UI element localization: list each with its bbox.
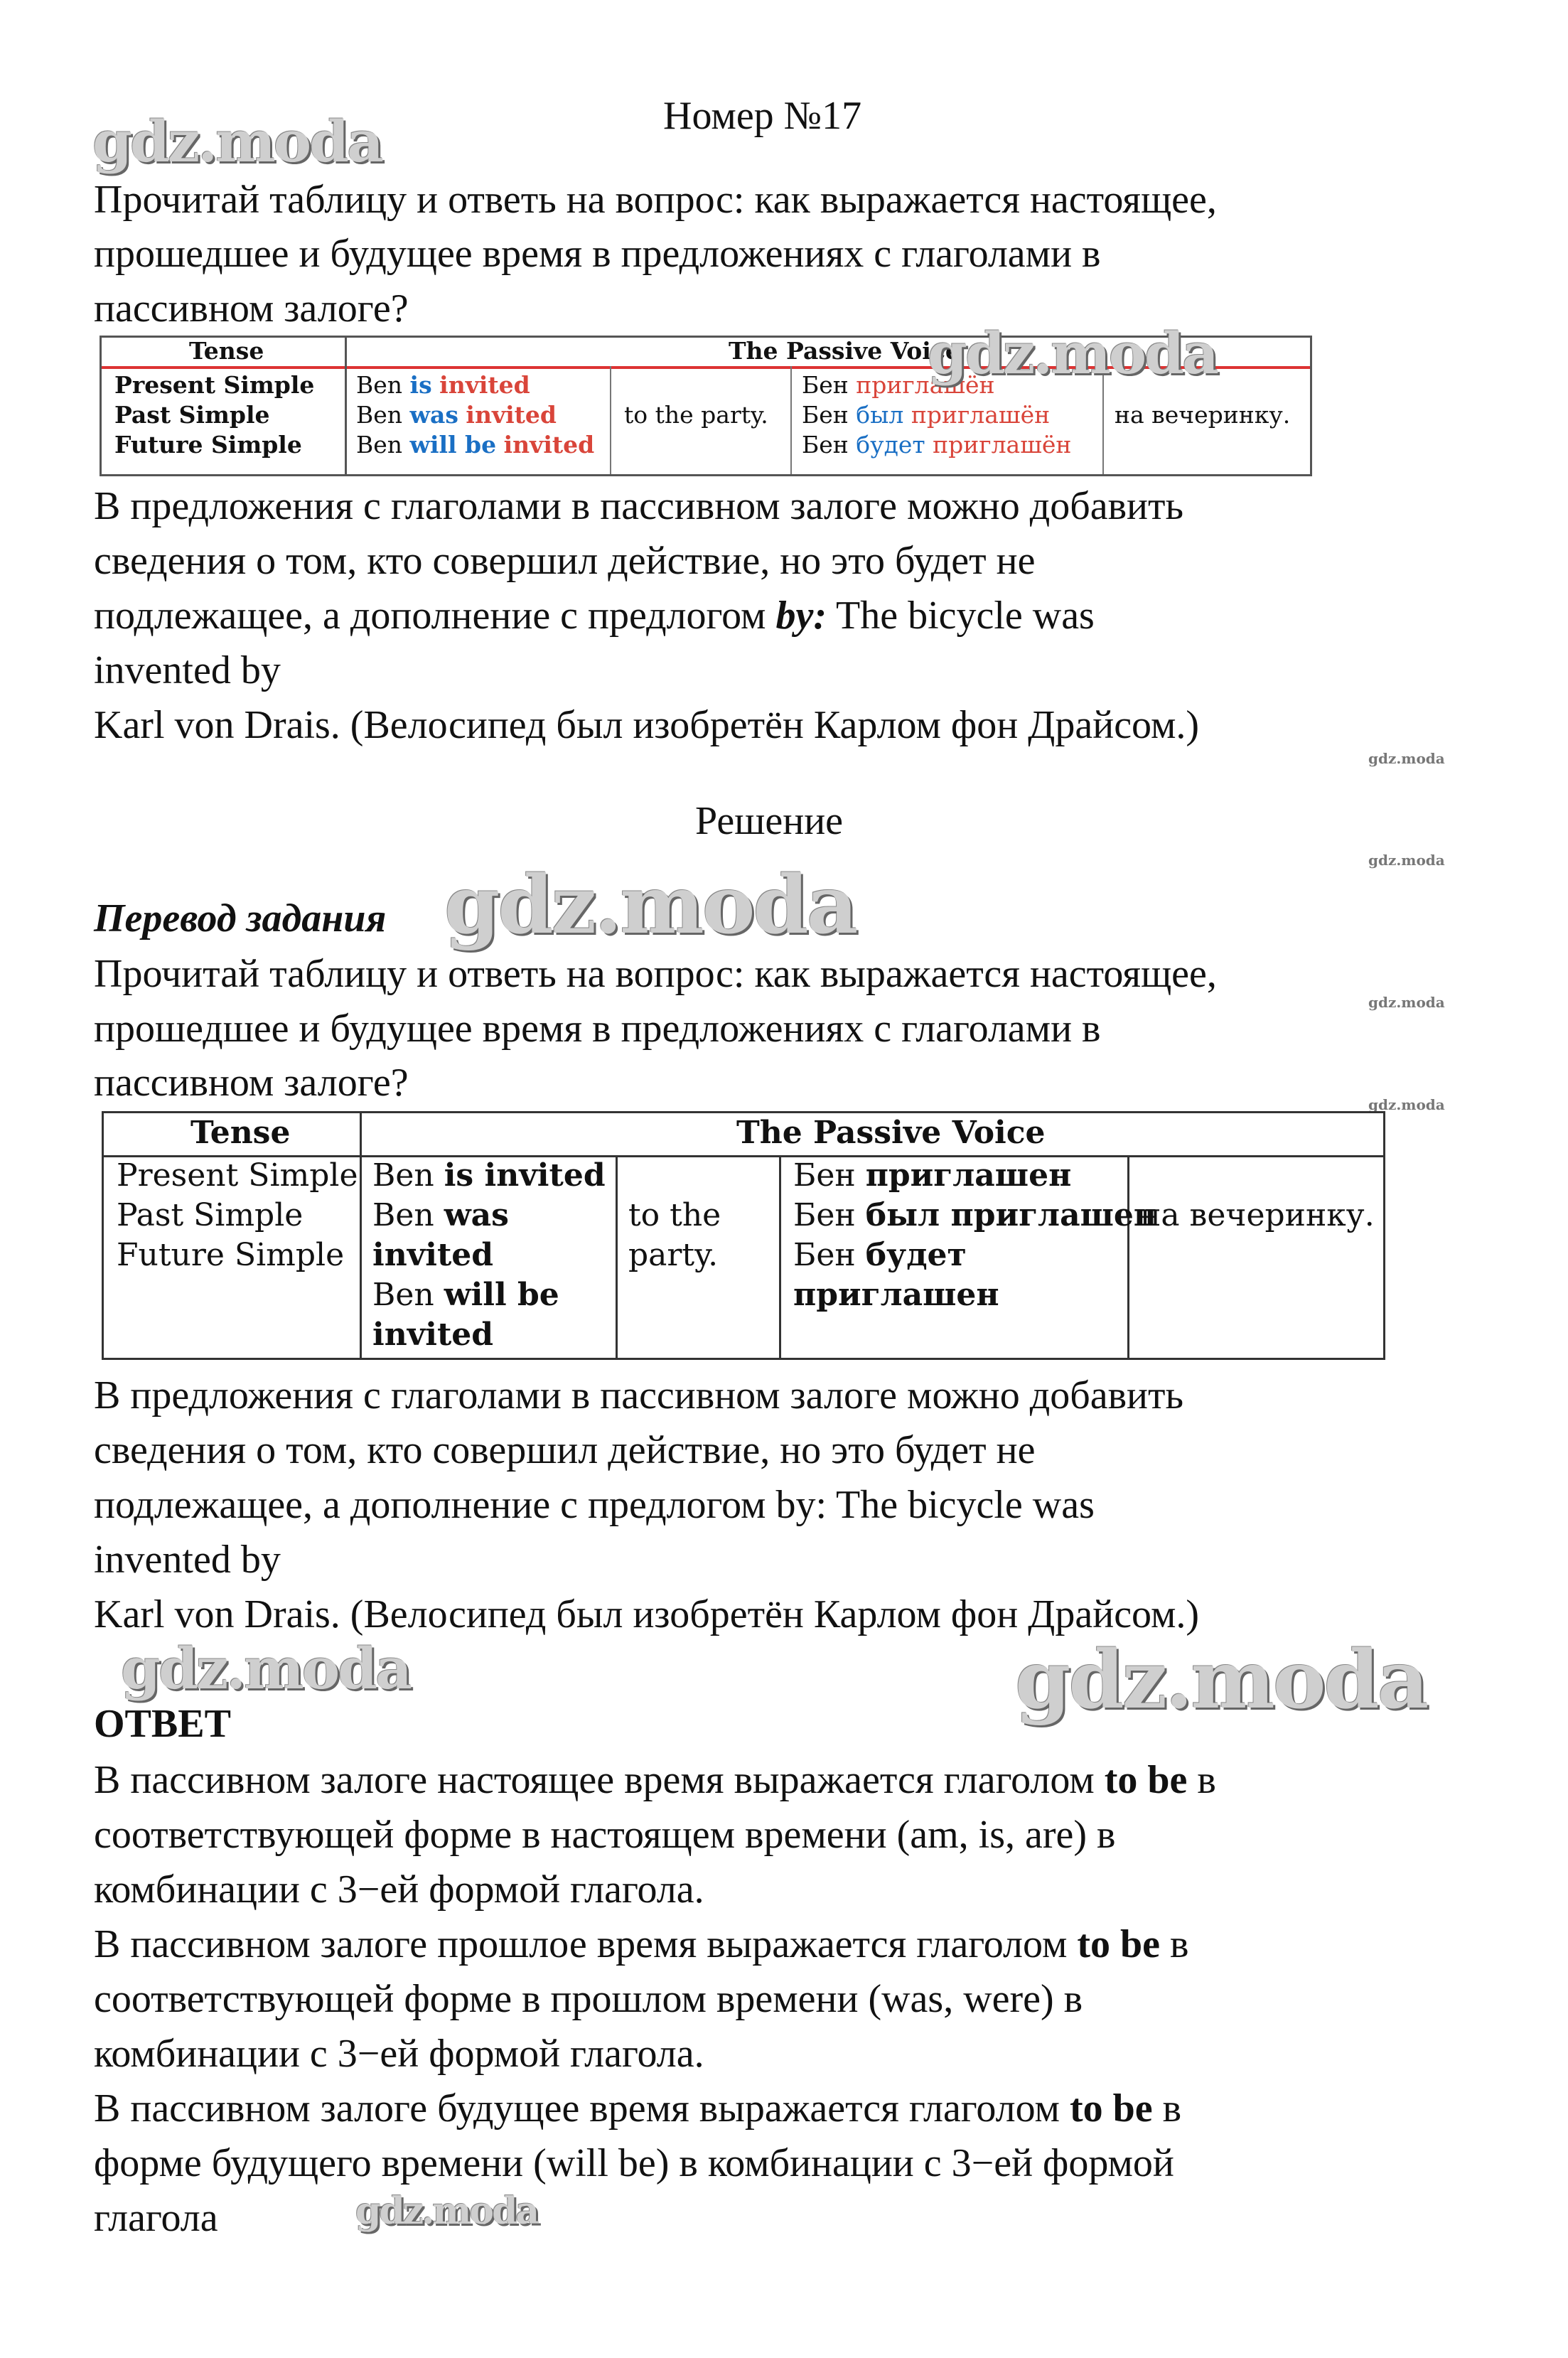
note2-line-2: сведения о том, кто совершил действие, но это будет не: [94, 1428, 1036, 1472]
tense-present: Present Simple: [114, 371, 315, 399]
watermark-small: gdz.moda: [1368, 852, 1445, 869]
ru-tail: на вечеринку.: [1140, 1197, 1375, 1233]
en-line: Ben is invited: [372, 1157, 606, 1194]
ru-line: Бен был приглашен: [793, 1197, 1157, 1233]
en-tail: to the: [628, 1197, 721, 1233]
translation-line-3: пассивном залоге?: [94, 1061, 409, 1105]
watermark-small: gdz.moda: [1368, 750, 1445, 767]
en-present: Ben is invited: [356, 371, 530, 399]
task-line-1: Прочитай таблицу и ответь на вопрос: как выражается настоящее,: [94, 178, 1217, 222]
en-tail: party.: [628, 1237, 719, 1273]
tense-header: Tense: [189, 337, 264, 365]
watermark: gdz.moda: [121, 1635, 410, 1702]
note2-line-5: Karl von Drais. (Велосипед был изобретён Карлом фон Драйсом.): [94, 1592, 1200, 1636]
en-line: Ben will be: [372, 1277, 559, 1313]
note-line-1: В предложения с глаголами в пассивном залоге можно добавить: [94, 484, 1183, 528]
answer-p1-line-2: соответствующей форме в настоящем времени (am, is, are) в: [94, 1813, 1116, 1857]
watermark: gdz.moda: [928, 320, 1217, 387]
note-line-5: Karl von Drais. (Велосипед был изобретён Карлом фон Драйсом.): [94, 703, 1200, 747]
watermark-small: gdz.moda: [1368, 1096, 1445, 1113]
note2-line-3: подлежащее, а дополнение с предлогом by: The bicycle was: [94, 1483, 1095, 1527]
note2-line-4: invented by: [94, 1538, 281, 1582]
translation-line-2: прошедшее и будущее время в предложениях с глаголами в: [94, 1007, 1101, 1051]
passive-voice-table: [102, 1111, 1385, 1360]
translation-line-1: Прочитай таблицу и ответь на вопрос: как выражается настоящее,: [94, 952, 1217, 996]
solution-title: Решение: [695, 799, 844, 843]
answer-p2-line-1: В пассивном залоге прошлое время выражается глаголом to be в: [94, 1922, 1189, 1966]
ru-line: приглашен: [793, 1277, 999, 1313]
answer-p3-line-3: глагола: [94, 2196, 218, 2240]
answer-p1-line-1: В пассивном залоге настоящее время выражается глаголом to be в: [94, 1758, 1216, 1802]
task-line-3: пассивном залоге?: [94, 286, 409, 331]
en-line: invited: [372, 1317, 494, 1353]
ru-line: Бен будет: [793, 1237, 967, 1273]
ru-tail: на вечеринку.: [1115, 401, 1291, 429]
ru-past: Бен был приглашён: [802, 401, 1051, 429]
answer-heading: ОТВЕТ: [94, 1702, 231, 1746]
tense-past: Past Simple: [117, 1197, 304, 1233]
note-line-3: подлежащее, а дополнение с предлогом by: The bicycle was: [94, 594, 1095, 638]
note-line-2: сведения о том, кто совершил действие, но это будет не: [94, 539, 1036, 583]
en-future: Ben will be invited: [356, 431, 595, 459]
ru-future: Бен будет приглашён: [802, 431, 1072, 459]
en-line: Ben was: [372, 1197, 509, 1233]
watermark-small: gdz.moda: [1368, 994, 1445, 1011]
translation-heading: Перевод задания: [94, 896, 387, 940]
answer-p3-line-1: В пассивном залоге будущее время выражается глаголом to be в: [94, 2086, 1182, 2131]
en-line: invited: [372, 1237, 494, 1273]
tense-present: Present Simple: [117, 1157, 358, 1194]
tense-future: Future Simple: [114, 431, 302, 459]
watermark: gdz.moda: [355, 2190, 538, 2233]
passive-voice-header: The Passive Voice: [729, 337, 960, 365]
answer-p2-line-2: соответствующей форме в прошлом времени (was, were) в: [94, 1977, 1083, 2021]
ru-line: Бен приглашен: [793, 1157, 1072, 1194]
tense-past: Past Simple: [114, 401, 270, 429]
watermark: gdz.moda: [1015, 1634, 1427, 1727]
note2-line-1: В предложения с глаголами в пассивном залоге можно добавить: [94, 1373, 1183, 1418]
answer-p3-line-2: форме будущего времени (will be) в комбинации с 3−ей формой: [94, 2141, 1174, 2185]
note-line-4: invented by: [94, 648, 281, 692]
watermark: gdz.moda: [92, 108, 382, 175]
en-past: Ben was invited: [356, 401, 557, 429]
en-tail: to the party.: [624, 401, 768, 429]
answer-p1-line-3: комбинации с 3−ей формой глагола.: [94, 1867, 704, 1912]
tense-future: Future Simple: [117, 1237, 345, 1273]
ru-present: Бен приглашён: [802, 371, 995, 399]
task-line-2: прошедшее и будущее время в предложениях с глаголами в: [94, 232, 1101, 276]
watermark: gdz.moda: [444, 859, 857, 952]
tense-header: Tense: [190, 1115, 291, 1151]
page-title: Номер №17: [663, 94, 862, 138]
passive-voice-header: The Passive Voice: [736, 1115, 1046, 1151]
answer-p2-line-3: комбинации с 3−ей формой глагола.: [94, 2032, 704, 2076]
